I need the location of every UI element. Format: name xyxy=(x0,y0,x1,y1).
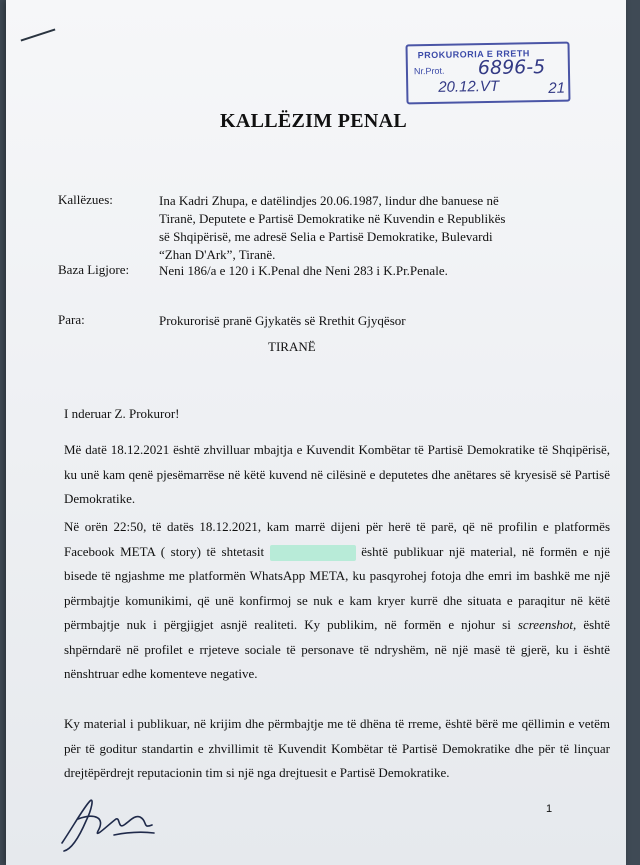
paragraph-3-text: Ky material i publikuar, në krijim dhe përmbajtje me të dhëna të rreme, është bërë me qëllimin e vetëm për të goditur standartin e zhvillimit të Kuvendit Kombëtar të Partisë Demokratike dhe për të linçuar drejtëpërdrejt reputacionin tim si një nga drejtuesit e Partisë Demokratike. xyxy=(64,716,610,780)
para-label: Para: xyxy=(58,312,85,327)
kallezues-details xyxy=(159,192,619,264)
paragraph-1-text: Më datë 18.12.2021 është zhvilluar mbajtja e Kuvendit Kombëtar të Partisë Demokratike të Shqipërisë, ku unë kam qenë pjesëmarrëse në këtë kuvend në cilësinë e deputetes dhe anëtares së kryesisë së Partisë Demokratike. xyxy=(64,442,610,506)
kallezues-label: Kallëzues: xyxy=(58,192,113,207)
kallezues-line: “Zhan D'Ark”, Tiranë. xyxy=(159,247,276,262)
paragraph-2 xyxy=(64,515,610,687)
stamp-year: 21 xyxy=(548,79,566,97)
screenshot-term: screenshot, xyxy=(517,617,577,632)
document-title: KALLËZIM PENAL xyxy=(220,110,408,132)
signature xyxy=(54,795,164,855)
paragraph-3 xyxy=(64,712,610,786)
page-number: 1 xyxy=(546,803,553,815)
stamp-header: PROKURORIA E RRETH xyxy=(417,48,530,61)
pen-mark xyxy=(21,28,56,41)
paragraph-2-text-b: është publikuar një material, në formën e një bisede të ngjashme me platformën WhatsApp META, ku pasqyrohej fotoja dhe emri im bashkë me një përmbajtje komunikimi, që unë konfirmoj se nuk e kam kryer kurrë dhe situata e paraqitur në këtë përmbajtje nuk i përgjigjet asnjë realiteti. Ky publikim, në formën e njohur si xyxy=(64,543,611,632)
stamp-date: 20.12.VT xyxy=(438,77,500,96)
redacted-name xyxy=(270,545,356,561)
document-page xyxy=(6,0,626,865)
registry-stamp xyxy=(405,42,570,105)
kallezues-line: së Shqipërisë, me adresë Selia e Partisë Demokratike, Bulevardi xyxy=(159,229,493,244)
baza-text: Neni 186/a e 120 i K.Penal dhe Neni 283 i K.Pr.Penale. xyxy=(159,263,448,278)
kallezues-line: Tiranë, Deputete e Partisë Demokratike në Kuvendin e Republikës xyxy=(159,211,506,226)
paragraph-2-text-a: Në orën 22:50, të datës 18.12.2021, kam marrë dijeni për herë të parë, që në profilin e platformës Facebook META ( story) të shtetasit xyxy=(64,519,610,559)
paragraph-2-text-c: është shpërndarë në profilet e rrjeteve sociale të personave të ndryshëm, në një masë të gjerë, ku i është nënshtruar edhe komenteve negative. xyxy=(64,617,611,681)
stamp-nr-label: Nr.Prot. xyxy=(413,65,445,77)
paragraph-1 xyxy=(64,438,610,512)
para-city: TIRANË xyxy=(268,339,316,354)
baza-label: Baza Ligjore: xyxy=(58,262,130,277)
stamp-number: 6896-5 xyxy=(477,56,546,80)
greeting: I nderuar Z. Prokuror! xyxy=(64,406,180,421)
kallezues-line: Ina Kadri Zhupa, e datëlindjes 20.06.1987, lindur dhe banuese në xyxy=(159,193,499,208)
para-text: Prokurorisë pranë Gjykatës së Rrethit Gjyqësor xyxy=(159,313,406,328)
